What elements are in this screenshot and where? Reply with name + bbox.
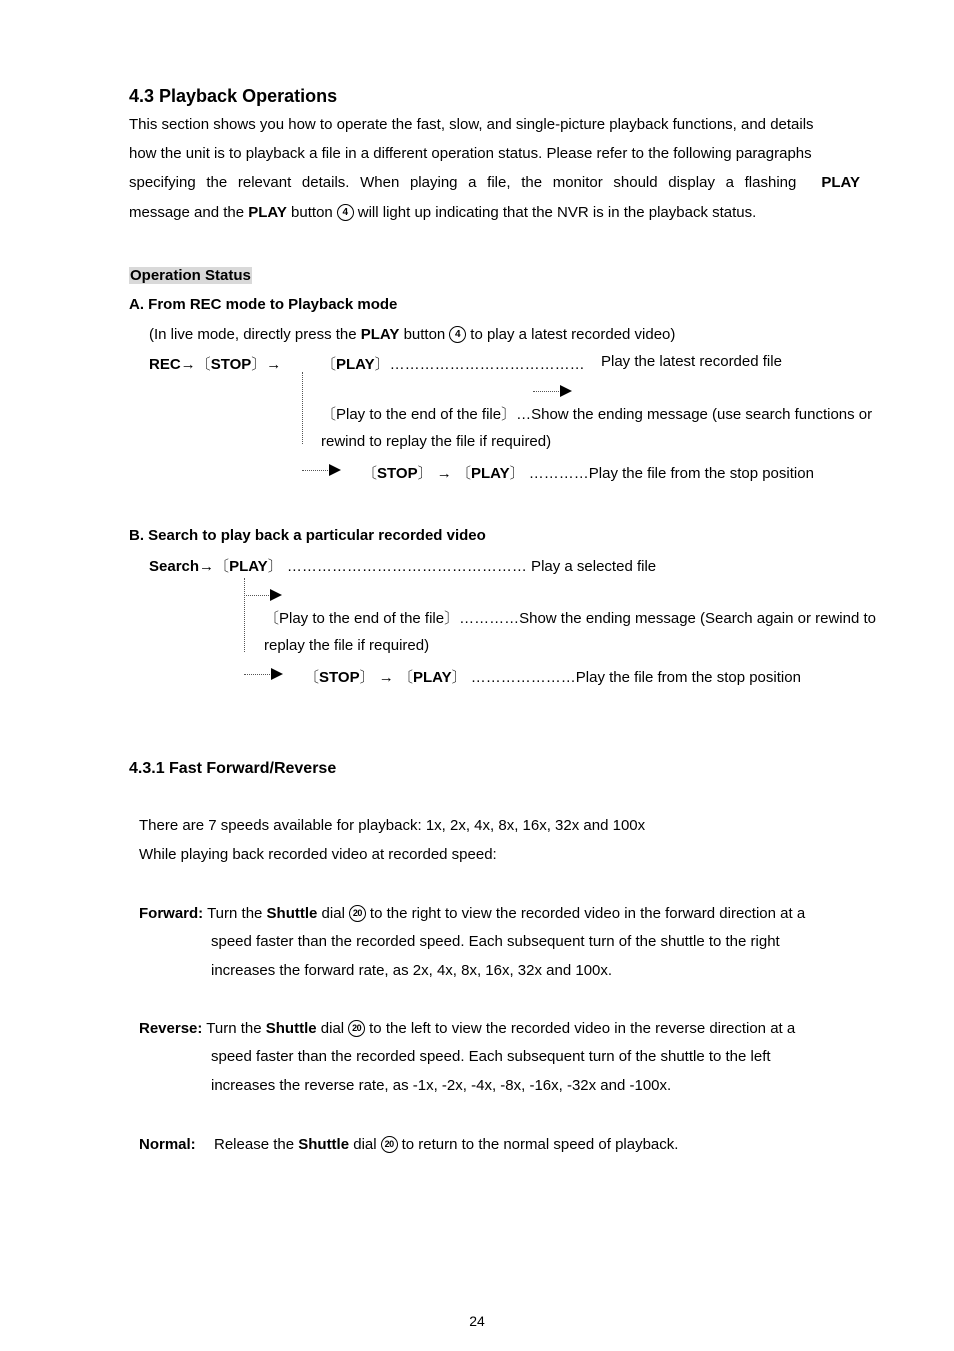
bracket-right: 〕 — [451, 669, 467, 686]
forward-b: dial — [317, 905, 345, 922]
leader-dots: ………… — [528, 465, 589, 482]
bracket-right: 〕 — [251, 356, 267, 373]
forward-a: Turn the — [203, 905, 267, 922]
arrow-right-icon — [560, 385, 572, 397]
play-latest-row — [321, 353, 585, 374]
section-a-end-line-2: rewind to replay the file if required) — [321, 433, 552, 450]
reverse-a: Turn the — [202, 1020, 266, 1037]
intro-line-4 — [129, 204, 756, 221]
speeds-text: There are 7 speeds available for playback: 1x, 2x, 4x, 8x, 16x, 32x and 100x — [139, 817, 646, 834]
result-stop-position: Play the file from the stop position — [575, 669, 801, 686]
normal-a: Release the — [214, 1136, 299, 1153]
intro-line-4-c: button — [286, 204, 333, 221]
bracket-left: 〔 — [397, 669, 413, 686]
operation-status-text: Operation Status — [130, 267, 251, 284]
reverse-c: to the left to view the recorded video in the reverse direction at a — [369, 1020, 796, 1037]
section-a-title: A. From REC mode to Playback mode — [129, 296, 398, 313]
normal-b: dial — [349, 1136, 377, 1153]
bracket-right: 〕 — [509, 465, 525, 482]
button-4-icon: 4 — [449, 326, 466, 343]
bracket-right: 〕 — [359, 669, 375, 686]
section-b-end-line-2: replay the file if required) — [264, 637, 430, 654]
search-play-row — [149, 555, 656, 576]
bracket-left: 〔 — [455, 465, 471, 482]
leader-dots: ………………………………………… — [286, 558, 527, 575]
bracket-left: 〔 — [321, 356, 337, 373]
shuttle-label: Shuttle — [298, 1136, 350, 1153]
flow-connector-vertical — [244, 578, 245, 652]
shuttle-label: Shuttle — [265, 1020, 317, 1037]
flow-connector-horizontal — [244, 674, 272, 675]
stop-label: STOP — [377, 465, 418, 482]
shuttle-dial-20-icon: 20 — [381, 1136, 398, 1153]
reverse-b: dial — [316, 1020, 345, 1037]
bracket-left: 〔 — [304, 669, 320, 686]
arrow: → — [378, 669, 394, 686]
intro-line-3 — [129, 174, 860, 191]
section-a-note — [149, 326, 675, 343]
stop-label: STOP — [210, 356, 252, 373]
rec-stop-sequence — [149, 353, 281, 374]
while-text: While playing back recorded video at recorded speed: — [139, 846, 497, 863]
play-label: PLAY — [229, 558, 268, 575]
flow-connector-vertical — [302, 372, 303, 444]
intro-line-2: how the unit is to playback a file in a different operation status. Please refer to the following paragraphs — [129, 145, 812, 162]
arrow-right-icon — [329, 464, 341, 476]
bracket-right: 〕 — [374, 356, 390, 373]
note-a: (In live mode, directly press the — [149, 326, 361, 343]
bracket-left: 〔 — [362, 465, 378, 482]
normal-c: to return to the normal speed of playback. — [401, 1136, 679, 1153]
flow-connector-horizontal — [302, 470, 330, 471]
result-latest: Play the latest recorded file — [601, 353, 782, 370]
note-play: PLAY — [360, 326, 400, 343]
section-heading-4-3-1: 4.3.1 Fast Forward/Reverse — [129, 760, 337, 777]
intro-play-label-2: PLAY — [248, 204, 287, 221]
section-b-end-line-1: 〔Play to the end of the file〕…………Show the ending message (Search again or rewind to — [264, 610, 876, 627]
operation-status-label — [129, 267, 252, 284]
note-c: button — [399, 326, 446, 343]
bracket-right: 〕 — [417, 465, 433, 482]
page-number: 24 — [469, 1313, 485, 1329]
forward-label: Forward: — [139, 905, 204, 922]
result-selected-file: Play a selected file — [526, 558, 657, 575]
arrow: → — [436, 465, 452, 482]
rec-label: REC — [149, 356, 181, 373]
arrow-right-icon — [270, 589, 282, 601]
reverse-label: Reverse: — [139, 1020, 203, 1037]
bracket-left: 〔 — [195, 356, 211, 373]
play-label: PLAY — [470, 465, 510, 482]
arrow: → — [266, 356, 282, 373]
leader-dots: ………………………………… — [389, 356, 585, 373]
stop-play-row — [362, 462, 814, 483]
normal-label: Normal: — [139, 1136, 196, 1153]
reverse-line-1 — [139, 1020, 795, 1037]
forward-line-1 — [139, 905, 805, 922]
stop-label: STOP — [319, 669, 360, 686]
intro-play-label: PLAY — [821, 174, 860, 191]
note-d: to play a latest recorded video) — [470, 326, 676, 343]
shuttle-dial-20-icon: 20 — [348, 1020, 365, 1037]
intro-line-4-a: message and the — [129, 204, 249, 221]
normal-line — [214, 1136, 678, 1153]
intro-line-3-text: specifying the relevant details. When playing a file, the monitor should display a flashing — [129, 174, 797, 191]
result-stop-position: Play the file from the stop position — [588, 465, 814, 482]
section-heading-4-3: 4.3 Playback Operations — [129, 86, 338, 106]
arrow: → — [199, 558, 215, 575]
search-label: Search — [149, 558, 200, 575]
stop-play-row-b — [304, 666, 801, 687]
bracket-left: 〔 — [214, 558, 230, 575]
section-a-end-line-1: 〔Play to the end of the file〕…Show the ending message (use search functions or — [321, 406, 873, 423]
forward-c: to the right to view the recorded video in the forward direction at a — [369, 905, 806, 922]
intro-line-4-d: will light up indicating that the NVR is in the playback status. — [357, 204, 757, 221]
play-label: PLAY — [412, 669, 452, 686]
shuttle-dial-20-icon: 20 — [349, 905, 366, 922]
bracket-right: 〕 — [267, 558, 283, 575]
play-label: PLAY — [336, 356, 375, 373]
shuttle-label: Shuttle — [266, 905, 318, 922]
flow-connector-horizontal — [244, 595, 271, 596]
arrow-right-icon — [271, 668, 283, 680]
forward-line-3: increases the forward rate, as 2x, 4x, 8x, 16x, 32x and 100x. — [211, 962, 613, 979]
reverse-line-2: speed faster than the recorded speed. Each subsequent turn of the shuttle to the left — [211, 1048, 771, 1065]
flow-connector-horizontal — [533, 391, 561, 392]
section-b-title: B. Search to play back a particular recorded video — [129, 527, 486, 544]
forward-line-2: speed faster than the recorded speed. Each subsequent turn of the shuttle to the right — [211, 933, 780, 950]
button-4-icon: 4 — [337, 204, 354, 221]
arrow: → — [180, 356, 196, 373]
reverse-line-3: increases the reverse rate, as -1x, -2x, -4x, -8x, -16x, -32x and -100x. — [211, 1077, 672, 1094]
leader-dots: ………………… — [470, 669, 576, 686]
intro-line-1: This section shows you how to operate the fast, slow, and single-picture playback functions, and details — [129, 116, 814, 133]
